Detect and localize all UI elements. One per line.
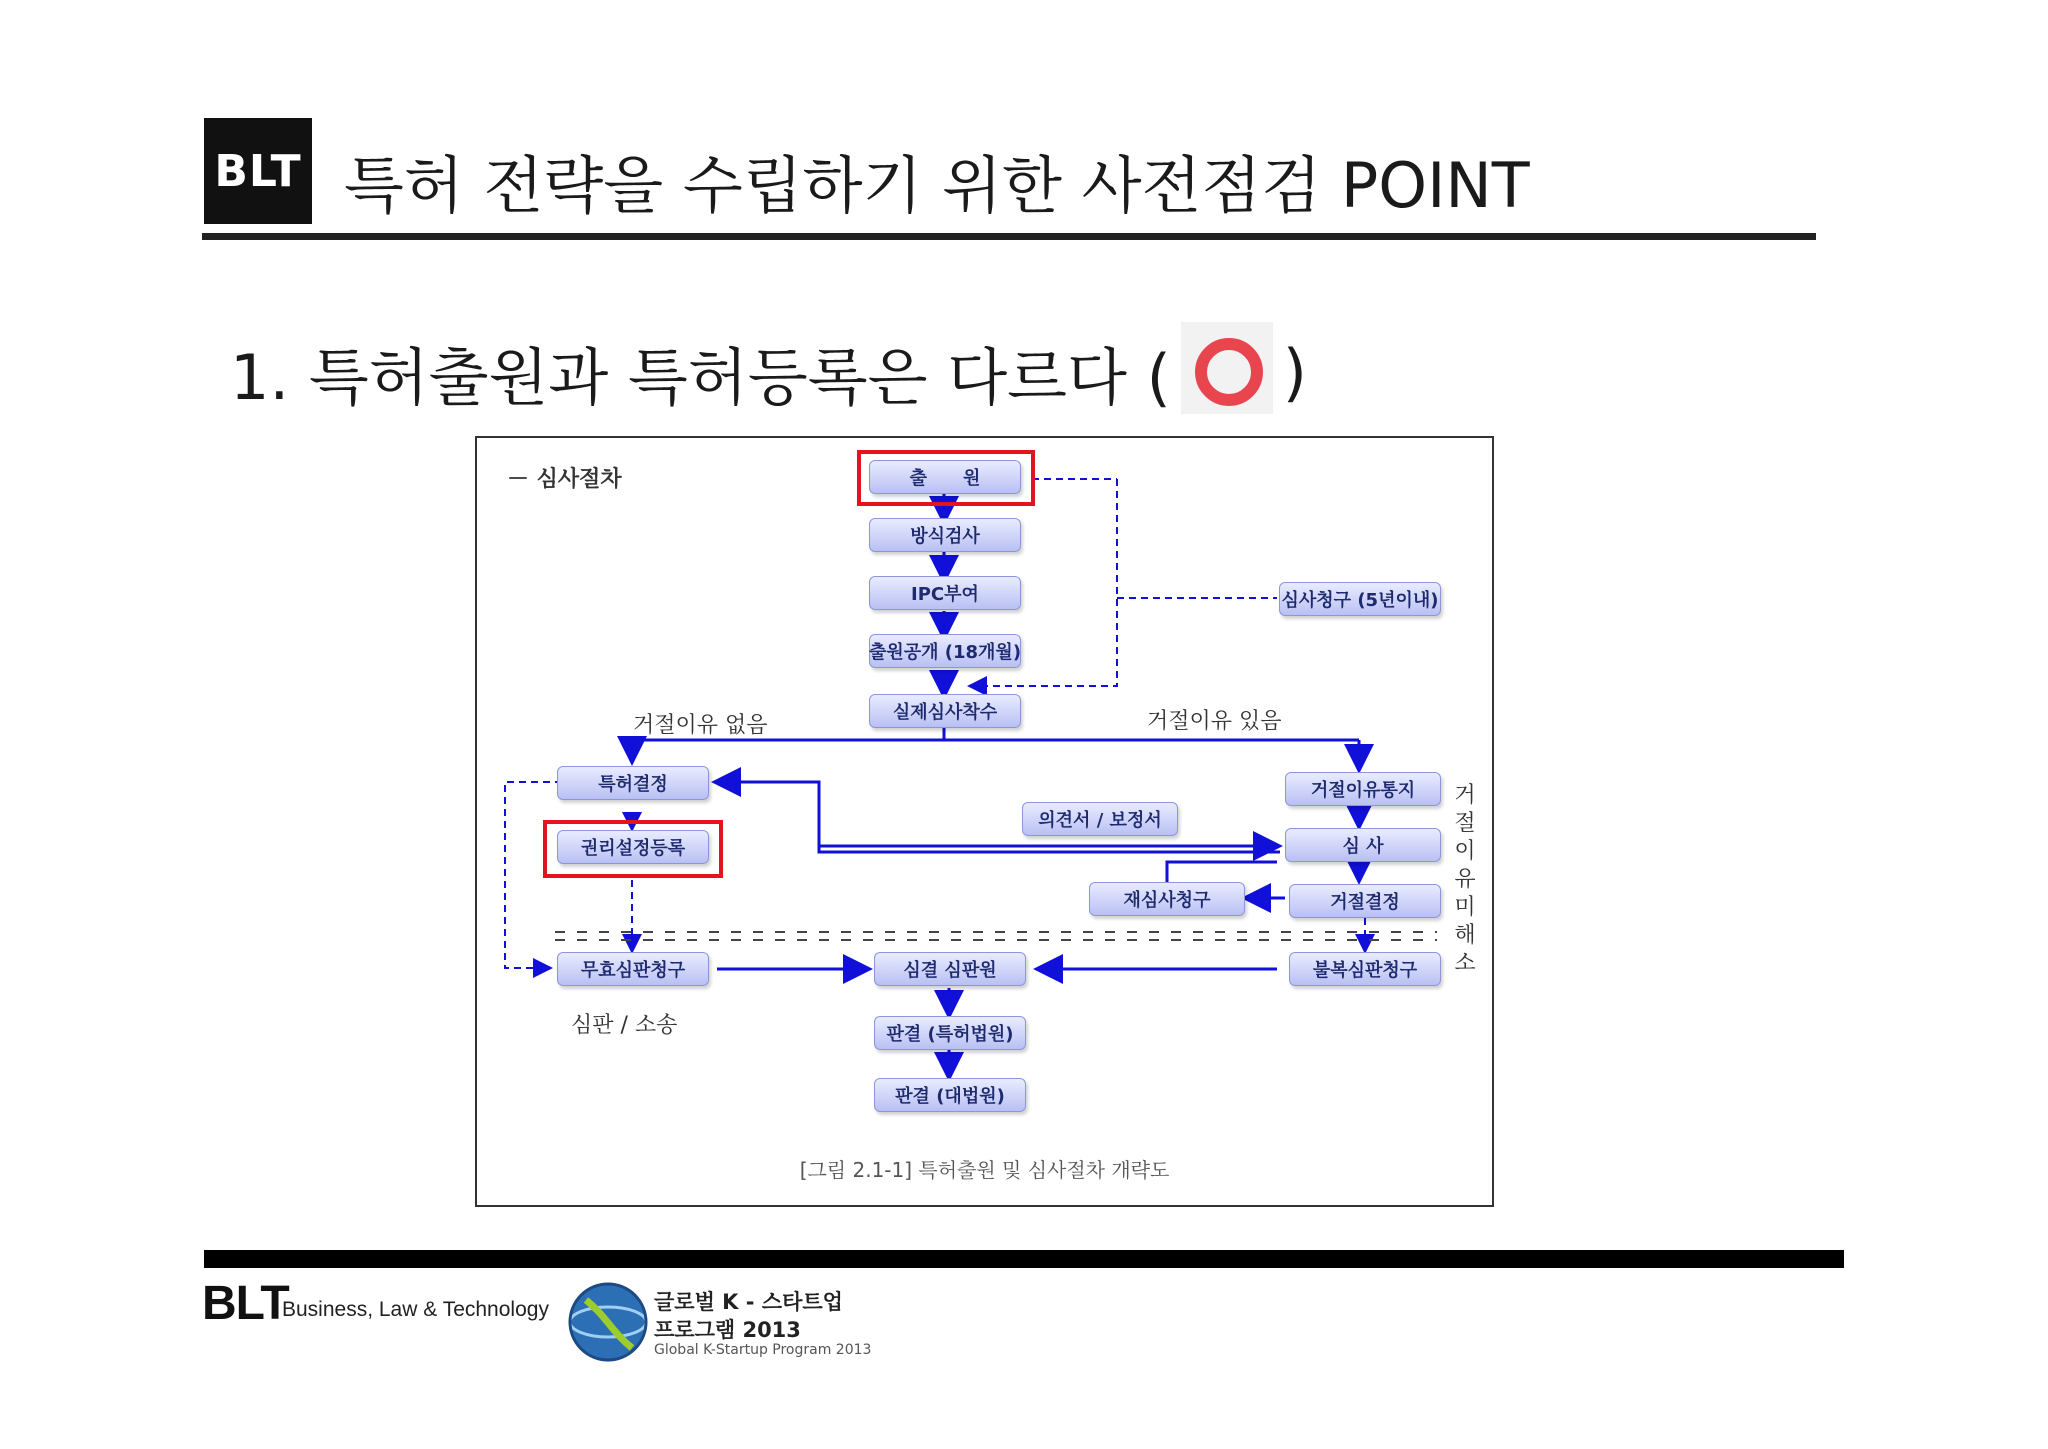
- node-publication: 출원공개 (18개월): [869, 634, 1021, 668]
- section-heading-text: 1. 특허출원과 특허등록은 다르다 (: [230, 340, 1171, 414]
- highlight-application: [857, 450, 1035, 506]
- label-unresolved: 거절이유미해소: [1454, 783, 1476, 976]
- node-appeal-trial: 불복심판청구: [1289, 952, 1441, 986]
- page-title: 특허 전략을 수립하기 위한 사전점검 POINT: [344, 149, 1530, 222]
- label-has-reason: 거절이유 있음: [1147, 709, 1282, 734]
- section-heading: [230, 326, 1307, 418]
- circle-o-icon: [1181, 322, 1273, 414]
- label-trial-litigation: 심판 / 소송: [571, 1013, 678, 1038]
- highlight-registration: [543, 820, 723, 878]
- node-examination: 심 사: [1285, 828, 1441, 862]
- node-exam-request: 심사청구 (5년이내): [1279, 582, 1441, 616]
- node-opinion: 의견서 / 보정서: [1022, 802, 1178, 836]
- node-rejection-notice: 거절이유통지: [1285, 772, 1441, 806]
- node-application: 출 원: [869, 460, 1021, 494]
- node-ipc: IPC부여: [869, 576, 1021, 610]
- node-formality-check: 방식검사: [869, 518, 1021, 552]
- figure-caption: [그림 2.1-1] 특허출원 및 심사절차 개략도: [799, 1158, 1170, 1182]
- node-patent-decision: 특허결정: [557, 766, 709, 800]
- section-label: － 심사절차: [507, 467, 622, 492]
- section-heading-close: ): [1282, 335, 1307, 409]
- header-divider: [202, 233, 1816, 240]
- footer-tagline: Business, Law & Technology: [282, 1298, 549, 1321]
- node-registration: 권리설정등록: [557, 830, 709, 864]
- node-trial-board: 심결 심판원: [874, 952, 1026, 986]
- program-title-line1: 글로벌 K - 스타트업: [654, 1290, 843, 1314]
- program-title-line3: Global K-Startup Program 2013: [654, 1342, 872, 1358]
- node-substantive-exam: 실제심사착수: [869, 694, 1021, 728]
- node-invalidation-trial: 무효심판청구: [557, 952, 709, 986]
- blt-logo: BLT: [204, 118, 312, 224]
- node-patent-court: 판결 (특허법원): [874, 1016, 1026, 1050]
- node-supreme-court: 판결 (대법원): [874, 1078, 1026, 1112]
- footer-brand: BLT: [202, 1277, 289, 1330]
- footer-divider: [204, 1250, 1844, 1268]
- program-title-line2: 프로그램 2013: [654, 1318, 801, 1342]
- node-reexam-request: 재심사청구: [1089, 882, 1245, 916]
- globe-icon: [566, 1280, 650, 1364]
- examination-flowchart: [475, 436, 1494, 1207]
- label-no-reason: 거절이유 없음: [633, 713, 768, 738]
- node-rejection-decision: 거절결정: [1289, 884, 1441, 918]
